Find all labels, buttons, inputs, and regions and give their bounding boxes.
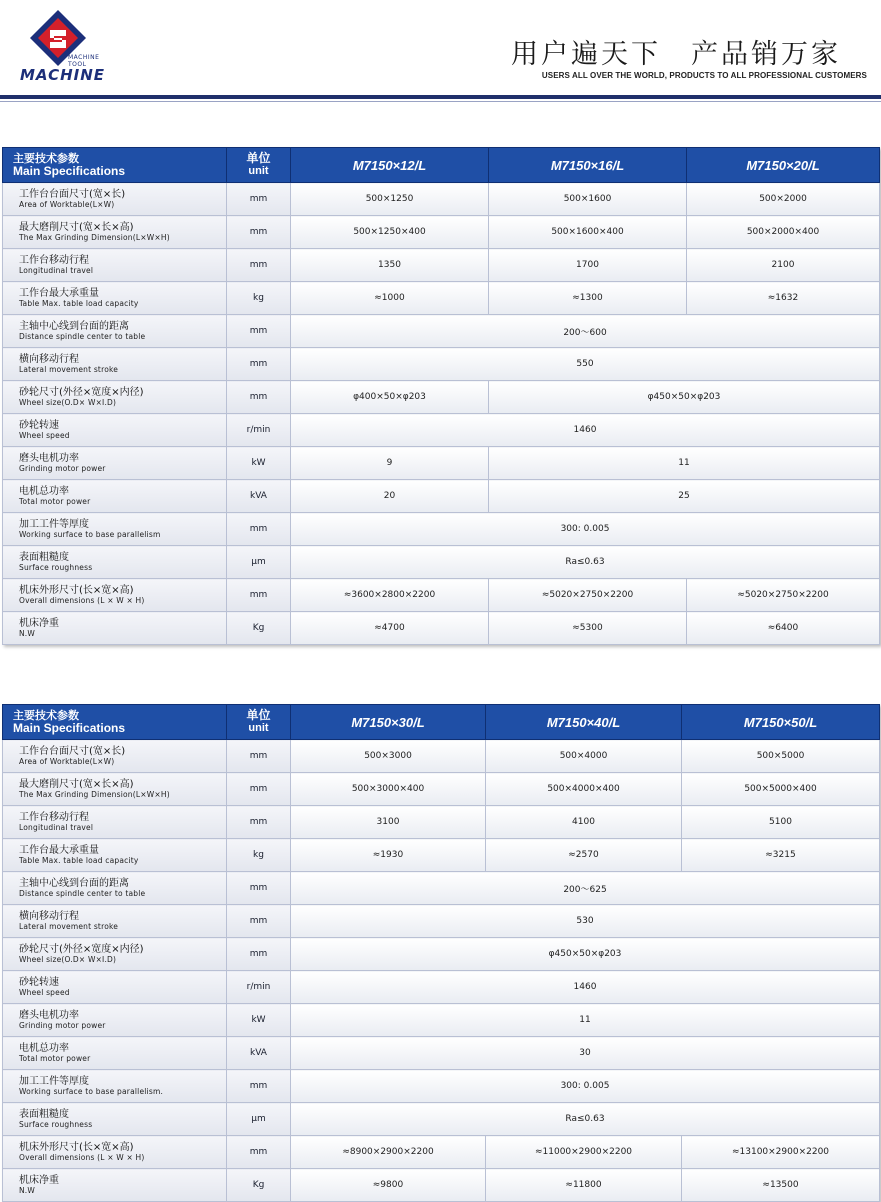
param-label-cn: 工作台最大承重量 — [19, 288, 99, 299]
unit-cell: kg — [227, 282, 291, 315]
spec-table-body — [3, 740, 880, 1202]
param-label-cn: 机床净重 — [19, 618, 59, 629]
header-main-specs-en: Main Specifications — [13, 721, 126, 735]
param-label-en: Longitudinal travel — [19, 266, 94, 275]
value-cell: ≈8900×2900×2200 — [291, 1136, 486, 1169]
param-label-en: Overall dimensions (L × W × H) — [19, 596, 145, 605]
unit-cell: mm — [227, 806, 291, 839]
value-cell: ≈4700 — [291, 612, 489, 645]
param-label-en: Surface roughness — [19, 1120, 93, 1129]
param-label-en: Lateral movement stroke — [19, 365, 119, 374]
header-unit-en: unit — [248, 722, 269, 734]
table-row — [3, 839, 880, 872]
table-row — [3, 1103, 880, 1136]
param-label — [3, 938, 227, 971]
slogan-english: USERS ALL OVER THE WORLD, PRODUCTS TO ALL PROFESSIONAL CUSTOMERS — [541, 71, 867, 80]
value-cell: 25 — [489, 480, 880, 513]
param-label — [3, 348, 227, 381]
param-label-cn: 表面粗糙度 — [19, 1109, 69, 1120]
unit-cell: mm — [227, 1070, 291, 1103]
value-cell: 20 — [291, 480, 489, 513]
value-cell: 11 — [291, 1004, 880, 1037]
param-label-en: Surface roughness — [19, 563, 93, 572]
spec-table-body — [3, 183, 880, 645]
value-cell: ≈1632 — [687, 282, 880, 315]
param-label — [3, 381, 227, 414]
param-label — [3, 249, 227, 282]
param-label — [3, 447, 227, 480]
param-label-en: Distance spindle center to table — [19, 332, 146, 341]
value-cell: ≈5020×2750×2200 — [489, 579, 687, 612]
table-row — [3, 546, 880, 579]
header-main-specs-cn: 主要技术参数 — [13, 152, 79, 165]
value-cell: ≈3215 — [682, 839, 880, 872]
unit-cell: mm — [227, 183, 291, 216]
header-main-specs-en: Main Specifications — [13, 164, 126, 178]
unit-cell: mm — [227, 872, 291, 905]
param-label — [3, 971, 227, 1004]
value-cell: 500×1250 — [291, 183, 489, 216]
unit-cell: mm — [227, 938, 291, 971]
unit-cell: mm — [227, 579, 291, 612]
table-row — [3, 282, 880, 315]
unit-cell: mm — [227, 315, 291, 348]
header-main-specs-cn: 主要技术参数 — [13, 709, 79, 722]
param-label — [3, 1103, 227, 1136]
param-label-cn: 砂轮尺寸(外径×宽度×内径) — [19, 944, 144, 955]
value-cell: ≈3600×2800×2200 — [291, 579, 489, 612]
value-cell: ≈1930 — [291, 839, 486, 872]
unit-cell: mm — [227, 348, 291, 381]
param-label — [3, 579, 227, 612]
param-label — [3, 1037, 227, 1070]
table-row — [3, 806, 880, 839]
unit-cell: mm — [227, 1136, 291, 1169]
param-label-en: Wheel size(O.D× W×I.D) — [19, 398, 117, 407]
header-divider-thin — [0, 101, 881, 102]
value-cell: 30 — [291, 1037, 880, 1070]
param-label-en: Table Max. table load capacity — [19, 299, 139, 308]
value-cell: 1460 — [291, 414, 880, 447]
value-cell: 500×5000 — [682, 740, 880, 773]
header-unit-en: unit — [248, 165, 269, 177]
table-row — [3, 905, 880, 938]
param-label-cn: 工作台台面尺寸(宽×长) — [19, 189, 126, 200]
param-label — [3, 806, 227, 839]
param-label-cn: 机床外形尺寸(长×宽×高) — [19, 1142, 134, 1153]
param-label-cn: 加工工件等厚度 — [19, 519, 89, 530]
table-row — [3, 740, 880, 773]
param-label — [3, 905, 227, 938]
param-label-cn: 工作台移动行程 — [19, 255, 89, 266]
spec-table-2 — [2, 704, 880, 1202]
table-row — [3, 414, 880, 447]
param-label-cn: 工作台台面尺寸(宽×长) — [19, 746, 126, 757]
unit-cell: r/min — [227, 971, 291, 1004]
value-cell: 500×1250×400 — [291, 216, 489, 249]
spec-table-header — [3, 148, 880, 183]
value-cell: ≈11000×2900×2200 — [486, 1136, 682, 1169]
param-label-cn: 电机总功率 — [19, 486, 69, 497]
table-row — [3, 447, 880, 480]
param-label — [3, 315, 227, 348]
header-unit — [227, 705, 291, 740]
param-label-cn: 横向移动行程 — [19, 354, 79, 365]
param-label-en: Total motor power — [19, 497, 91, 506]
value-cell: 500×2000×400 — [687, 216, 880, 249]
table-row — [3, 513, 880, 546]
param-label-cn: 最大磨削尺寸(宽×长×高) — [19, 222, 134, 233]
param-label-en: Area of Worktable(L×W) — [19, 200, 115, 209]
header-divider — [0, 95, 881, 99]
param-label — [3, 480, 227, 513]
param-label-en: Distance spindle center to table — [19, 889, 146, 898]
value-cell: ≈1300 — [489, 282, 687, 315]
value-cell: 5100 — [682, 806, 880, 839]
value-cell: ≈11800 — [486, 1169, 682, 1202]
param-label-en: Longitudinal travel — [19, 823, 94, 832]
header-model-1: M7150×12/L — [291, 148, 489, 183]
param-label-cn: 磨头电机功率 — [19, 453, 79, 464]
table-row — [3, 612, 880, 645]
value-cell: 1350 — [291, 249, 489, 282]
header-model-1: M7150×30/L — [291, 705, 486, 740]
param-label-en: Overall dimensions (L × W × H) — [19, 1153, 145, 1162]
param-label — [3, 773, 227, 806]
slogan-chinese: 用户遍天下 产品销万家 — [511, 39, 841, 70]
param-label — [3, 612, 227, 645]
param-label — [3, 1004, 227, 1037]
unit-cell: mm — [227, 513, 291, 546]
unit-cell: mm — [227, 249, 291, 282]
param-label-cn: 工作台最大承重量 — [19, 845, 99, 856]
unit-cell: Kg — [227, 612, 291, 645]
param-label-cn: 磨头电机功率 — [19, 1010, 79, 1021]
table-row — [3, 480, 880, 513]
value-cell: 530 — [291, 905, 880, 938]
value-cell: ≈1000 — [291, 282, 489, 315]
param-label-cn: 主轴中心线到台面的距离 — [19, 878, 129, 889]
value-cell: 2100 — [687, 249, 880, 282]
param-label-en: Wheel size(O.D× W×I.D) — [19, 955, 117, 964]
table-row — [3, 773, 880, 806]
param-label-cn: 加工工件等厚度 — [19, 1076, 89, 1087]
param-label — [3, 740, 227, 773]
param-label — [3, 872, 227, 905]
table-row — [3, 249, 880, 282]
table-row — [3, 938, 880, 971]
value-cell: 200～600 — [291, 315, 880, 348]
param-label-en: Grinding motor power — [19, 464, 106, 473]
param-label-en: Lateral movement stroke — [19, 922, 119, 931]
brand-logo — [18, 8, 118, 84]
unit-cell: mm — [227, 773, 291, 806]
table-row — [3, 872, 880, 905]
unit-cell: kW — [227, 1004, 291, 1037]
param-label — [3, 839, 227, 872]
unit-cell: μm — [227, 546, 291, 579]
param-label-en: Wheel speed — [19, 431, 70, 440]
param-label — [3, 546, 227, 579]
unit-cell: Kg — [227, 1169, 291, 1202]
value-cell: Ra≤0.63 — [291, 546, 880, 579]
param-label-en: The Max Grinding Dimension(L×W×H) — [19, 790, 170, 799]
param-label-cn: 最大磨削尺寸(宽×长×高) — [19, 779, 134, 790]
table-row — [3, 183, 880, 216]
table-row — [3, 1070, 880, 1103]
param-label-cn: 机床外形尺寸(长×宽×高) — [19, 585, 134, 596]
logo-subtext: MACHINE TOOL — [68, 54, 100, 68]
param-label-cn: 主轴中心线到台面的距离 — [19, 321, 129, 332]
logo-wordmark: MACHINE — [20, 66, 106, 84]
value-cell: ≈5020×2750×2200 — [687, 579, 880, 612]
param-label — [3, 414, 227, 447]
value-cell: 200～625 — [291, 872, 880, 905]
spec-table-header — [3, 705, 880, 740]
value-cell: ≈13500 — [682, 1169, 880, 1202]
table-row — [3, 381, 880, 414]
param-label-en: Total motor power — [19, 1054, 91, 1063]
param-label-en: N.W — [19, 629, 36, 638]
param-label-cn: 工作台移动行程 — [19, 812, 89, 823]
unit-cell: kg — [227, 839, 291, 872]
value-cell: 500×2000 — [687, 183, 880, 216]
param-label — [3, 183, 227, 216]
table-row — [3, 1136, 880, 1169]
value-cell: 500×3000×400 — [291, 773, 486, 806]
header-model-2: M7150×40/L — [486, 705, 682, 740]
value-cell: 550 — [291, 348, 880, 381]
param-label — [3, 282, 227, 315]
param-label-cn: 表面粗糙度 — [19, 552, 69, 563]
param-label-en: Wheel speed — [19, 988, 70, 997]
param-label-cn: 砂轮转速 — [19, 420, 59, 431]
value-cell: 500×4000 — [486, 740, 682, 773]
param-label-cn: 电机总功率 — [19, 1043, 69, 1054]
param-label — [3, 1070, 227, 1103]
value-cell: 4100 — [486, 806, 682, 839]
header-unit-cn: 单位 — [246, 708, 271, 722]
unit-cell: r/min — [227, 414, 291, 447]
value-cell: 500×3000 — [291, 740, 486, 773]
table-row — [3, 1037, 880, 1070]
value-cell: 9 — [291, 447, 489, 480]
unit-cell: mm — [227, 740, 291, 773]
param-label-en: Grinding motor power — [19, 1021, 106, 1030]
value-cell: 1700 — [489, 249, 687, 282]
unit-cell: kVA — [227, 1037, 291, 1070]
table-row — [3, 1004, 880, 1037]
table-row — [3, 579, 880, 612]
param-label — [3, 513, 227, 546]
header-main-specs — [3, 148, 227, 183]
value-cell: 11 — [489, 447, 880, 480]
value-cell: ≈5300 — [489, 612, 687, 645]
param-label-en: Table Max. table load capacity — [19, 856, 139, 865]
value-cell: 500×5000×400 — [682, 773, 880, 806]
param-label-cn: 砂轮转速 — [19, 977, 59, 988]
param-label-en: The Max Grinding Dimension(L×W×H) — [19, 233, 170, 242]
unit-cell: kW — [227, 447, 291, 480]
table-row — [3, 348, 880, 381]
value-cell: 500×4000×400 — [486, 773, 682, 806]
value-cell: ≈9800 — [291, 1169, 486, 1202]
table-row — [3, 1169, 880, 1202]
spec-table-1 — [2, 147, 880, 645]
value-cell: φ450×50×φ203 — [291, 938, 880, 971]
param-label — [3, 216, 227, 249]
value-cell: Ra≤0.63 — [291, 1103, 880, 1136]
param-label-en: Working surface to base parallelism — [19, 530, 161, 539]
value-cell: φ450×50×φ203 — [489, 381, 880, 414]
header-model-2: M7150×16/L — [489, 148, 687, 183]
value-cell: ≈13100×2900×2200 — [682, 1136, 880, 1169]
table-row — [3, 315, 880, 348]
unit-cell: mm — [227, 216, 291, 249]
param-label-cn: 砂轮尺寸(外径×宽度×内径) — [19, 387, 144, 398]
header-unit-cn: 单位 — [246, 151, 271, 165]
value-cell: 3100 — [291, 806, 486, 839]
param-label — [3, 1169, 227, 1202]
unit-cell: mm — [227, 905, 291, 938]
table-row — [3, 971, 880, 1004]
param-label — [3, 1136, 227, 1169]
table-row — [3, 216, 880, 249]
value-cell: 300: 0.005 — [291, 1070, 880, 1103]
unit-cell: kVA — [227, 480, 291, 513]
value-cell: φ400×50×φ203 — [291, 381, 489, 414]
unit-cell: mm — [227, 381, 291, 414]
value-cell: 500×1600×400 — [489, 216, 687, 249]
param-label-en: N.W — [19, 1186, 36, 1195]
header-unit — [227, 148, 291, 183]
value-cell: ≈2570 — [486, 839, 682, 872]
param-label-cn: 机床净重 — [19, 1175, 59, 1186]
value-cell: 300: 0.005 — [291, 513, 880, 546]
param-label-en: Area of Worktable(L×W) — [19, 757, 115, 766]
page-header — [0, 0, 881, 104]
value-cell: ≈6400 — [687, 612, 880, 645]
unit-cell: μm — [227, 1103, 291, 1136]
value-cell: 500×1600 — [489, 183, 687, 216]
param-label-cn: 横向移动行程 — [19, 911, 79, 922]
value-cell: 1460 — [291, 971, 880, 1004]
header-model-3: M7150×50/L — [682, 705, 880, 740]
header-main-specs — [3, 705, 227, 740]
header-model-3: M7150×20/L — [687, 148, 880, 183]
param-label-en: Working surface to base parallelism. — [19, 1087, 164, 1096]
